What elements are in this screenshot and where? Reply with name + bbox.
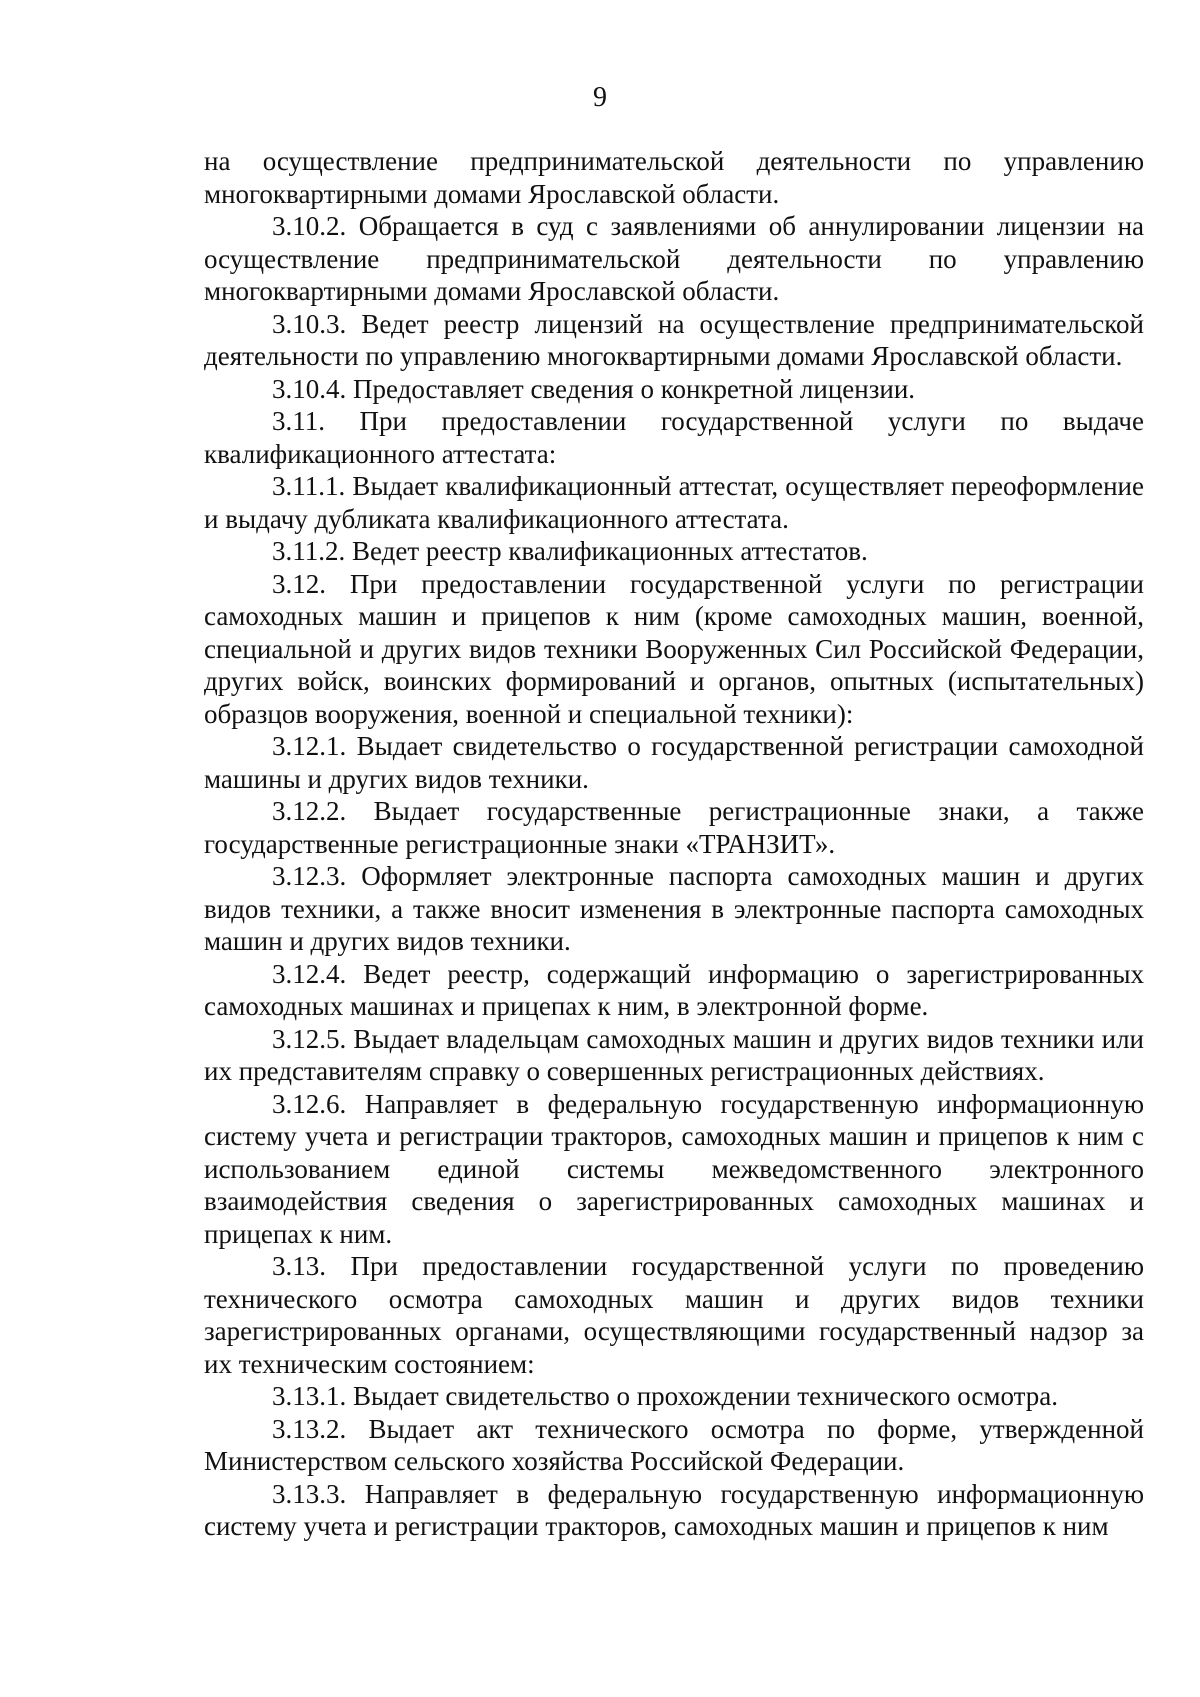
paragraph: 3.12.5. Выдает владельцам самоходных машин и других видов техники или их представителям справку о совершенных регистрационных действиях. [204, 1023, 1144, 1086]
paragraph: 3.10.4. Предоставляет сведения о конкретной лицензии. [272, 373, 916, 404]
paragraph: 3.11.2. Ведет реестр квалификационных аттестатов. [272, 536, 868, 566]
paragraph: 3.12. При предоставлении государственной услуги по регистрации самоходных машин и прицепов к ним (кроме самоходных машин, военной, специальной и других видов техники Вооруженных Сил Российской Федерации, других войск, воинских формирований и органов, опытных (испытательных) образцов вооружения, военной и специальной техники): [204, 568, 1144, 729]
body-text [204, 145, 1144, 1543]
paragraph: 3.13. При предоставлении государственной услуги по проведению технического осмотра самоходных машин и других видов техники зарегистрированных органами, осуществляющими государственный надзор за их техническим состоянием: [204, 1251, 1144, 1379]
paragraph: на осуществление предпринимательской деятельности по управлению многоквартирными домами Ярославской области. [204, 146, 1144, 209]
paragraph: 3.10.3. Ведет реестр лицензий на осуществление предпринимательской деятельности по управлению многоквартирными домами Ярославской области. [204, 308, 1144, 371]
page-number: 9 [593, 82, 607, 113]
paragraph: 3.12.4. Ведет реестр, содержащий информацию о зарегистрированных самоходных машинах и прицепах к ним, в электронной форме. [204, 958, 1144, 1021]
paragraph: 3.13.1. Выдает свидетельство о прохождении технического осмотра. [272, 1381, 1058, 1411]
paragraph: 3.12.3. Оформляет электронные паспорта самоходных машин и других видов техники, а также вносит изменения в электронные паспорта самоходных машин и других видов техники. [204, 861, 1144, 956]
paragraph: 3.12.6. Направляет в федеральную государственную информационную систему учета и регистрации тракторов, самоходных машин и прицепов к ним с использованием единой системы межведомственного электронного взаимодействия сведения о зарегистрированных самоходных машинах и прицепах к ним. [204, 1088, 1144, 1249]
paragraph: 3.13.2. Выдает акт технического осмотра по форме, утвержденной Министерством сельского хозяйства Российской Федерации. [204, 1413, 1144, 1476]
paragraph: 3.10.2. Обращается в суд с заявлениями об аннулировании лицензии на осуществление предпринимательской деятельности по управлению многоквартирными домами Ярославской области. [204, 211, 1144, 306]
paragraph: 3.12.2. Выдает государственные регистрационные знаки, а также государственные регистрационные знаки «ТРАНЗИТ». [204, 796, 1144, 859]
paragraph: 3.11.1. Выдает квалификационный аттестат, осуществляет переоформление и выдачу дубликата квалификационного аттестата. [204, 471, 1144, 534]
paragraph: 3.12.1. Выдает свидетельство о государственной регистрации самоходной машины и других видов техники. [204, 731, 1144, 794]
paragraph: 3.13.3. Направляет в федеральную государственную информационную систему учета и регистрации тракторов, самоходных машин и прицепов к ним [204, 1478, 1144, 1541]
paragraph: 3.11. При предоставлении государственной услуги по выдаче квалификационного аттестата: [204, 406, 1144, 469]
